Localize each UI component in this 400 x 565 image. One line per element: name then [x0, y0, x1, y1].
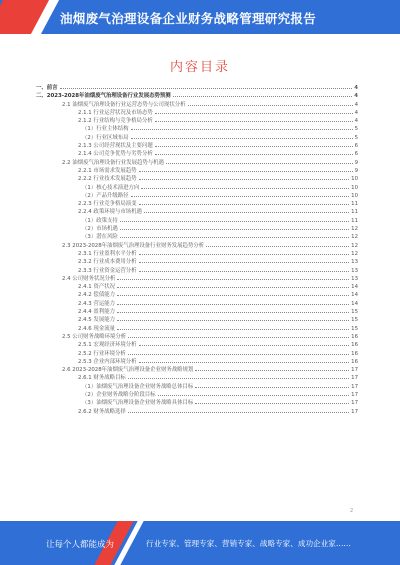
toc-entry-page: 12 [351, 226, 358, 233]
toc-leader-dots [155, 113, 353, 114]
toc-entry-page: 9 [354, 159, 358, 166]
toc-entry[interactable] [36, 333, 358, 341]
toc-leader-dots [120, 229, 349, 230]
toc-entry-title: 2.6.1 财务战略目标 [78, 375, 126, 382]
toc-entry[interactable] [36, 225, 358, 233]
toc-leader-dots [117, 295, 349, 296]
toc-entry[interactable] [36, 150, 358, 158]
toc-entry-title: 2.1.1 行业运营状况及市场态势 [78, 109, 153, 116]
toc-entry[interactable] [36, 350, 358, 358]
toc-entry[interactable] [36, 167, 358, 175]
toc-leader-dots [144, 212, 349, 213]
toc-entry-page: 16 [351, 342, 358, 349]
toc-leader-dots [155, 146, 353, 147]
toc-entry[interactable] [36, 291, 358, 299]
toc-entry-page: 17 [351, 367, 358, 374]
toc-entry-page: 12 [351, 234, 358, 241]
toc-entry[interactable] [36, 275, 358, 283]
toc-entry[interactable] [36, 374, 358, 382]
toc-leader-dots [141, 188, 349, 189]
toc-entry-title: 2.6.2 财务战略选择 [78, 408, 126, 415]
toc-entry-title: （1）行业主体结构 [82, 126, 129, 133]
toc-entry-page: 10 [351, 184, 358, 191]
toc-leader-dots [128, 337, 349, 338]
toc-leader-dots [117, 329, 349, 330]
toc-entry[interactable] [36, 142, 358, 150]
toc-entry-page: 14 [351, 284, 358, 291]
toc-entry-page: 10 [351, 192, 358, 199]
toc-entry[interactable] [36, 159, 358, 167]
toc-entry-title: 2.3 2023-2028年油烟废气治理设备行业财务发展趋势分析 [62, 242, 205, 249]
toc-entry-page: 11 [351, 209, 358, 216]
toc-entry-title: （2）产品升级路径 [82, 192, 129, 199]
toc-entry-title: 2.5.1 宏观经济环境分析 [78, 342, 137, 349]
toc-entry-page: 4 [354, 101, 358, 108]
toc-leader-dots [120, 221, 349, 222]
toc-entry-title: 2.1.4 公司竞争优势与劣势分析 [78, 151, 153, 158]
toc-leader-dots [188, 105, 353, 106]
toc-entry-title: 2.4.3 营运能力 [78, 300, 115, 307]
toc-leader-dots [139, 204, 350, 205]
toc-entry-page: 11 [351, 217, 358, 224]
toc-leader-dots [139, 254, 350, 255]
toc-leader-dots [195, 370, 349, 371]
toc-entry[interactable] [36, 242, 358, 250]
toc-entry-title: 2.2.3 行业竞争格局演变 [78, 201, 137, 208]
toc-entry-title: 2.5.2 行业环境分析 [78, 350, 126, 357]
header-banner [0, 0, 400, 34]
toc-entry-title: 一、前言 [36, 85, 58, 91]
toc-entry-title: 2.4.1 资产状况 [78, 284, 115, 291]
toc-leader-dots [139, 262, 350, 263]
toc-entry[interactable] [36, 125, 358, 133]
toc-entry-page: 17 [351, 383, 358, 390]
toc-entry-page: 6 [354, 143, 358, 150]
toc-entry-page: 11 [351, 201, 358, 208]
toc-entry-page: 4 [354, 109, 358, 116]
toc-leader-dots [195, 387, 349, 388]
toc-entry-page: 12 [351, 242, 358, 249]
toc-leader-dots [117, 312, 349, 313]
toc-entry-page: 5 [354, 134, 358, 141]
toc-entry[interactable] [36, 250, 358, 258]
toc-entry-title: （2）行业区域布局 [82, 134, 129, 141]
toc-entry-page: 16 [351, 358, 358, 365]
toc-leader-dots [139, 179, 350, 180]
toc-heading: 内容目录 [169, 60, 230, 75]
toc-leader-dots [158, 395, 350, 396]
toc-entry-title: 2.1.2 行业结构与竞争格局分析 [78, 118, 153, 125]
page-number: 2 [350, 508, 354, 514]
toc-leader-dots [155, 121, 353, 122]
toc-entry-page: 17 [351, 400, 358, 407]
toc-leader-dots [60, 88, 353, 89]
toc-entry[interactable] [36, 366, 358, 374]
toc-entry[interactable] [36, 84, 358, 92]
toc-entry[interactable] [36, 341, 358, 349]
toc-entry-page: 9 [354, 167, 358, 174]
toc-entry[interactable] [36, 192, 358, 200]
toc-entry-title: （1）油烟废气治理设备企业财务战略总体目标 [82, 383, 194, 390]
toc-entry-page: 15 [351, 309, 358, 316]
toc-entry-page: 16 [351, 350, 358, 357]
toc-entry[interactable] [36, 308, 358, 316]
toc-entry-title: 2.4.6 现金流量 [78, 325, 115, 332]
toc-entry-page: 17 [351, 375, 358, 382]
toc-leader-dots [117, 320, 349, 321]
toc-entry-page: 13 [351, 275, 358, 282]
footer-slogan-left: 让每个人都能成为 [46, 540, 115, 550]
toc-entry-title: （3）潜在风险 [82, 234, 118, 241]
toc-entry-title: 2.2.4 政策环境与市场机遇 [78, 209, 142, 216]
toc-entry-page: 13 [351, 267, 358, 274]
toc-entry[interactable] [36, 200, 358, 208]
toc-entry[interactable] [36, 283, 358, 291]
toc-entry-title: 2.3.1 行业盈利水平分析 [78, 250, 137, 257]
toc-entry-page: 13 [351, 259, 358, 266]
toc-leader-dots [131, 129, 353, 130]
toc-entry[interactable] [36, 399, 358, 407]
toc-entry[interactable] [36, 208, 358, 216]
toc-entry-title: 2.1 油烟废气治理设备行业运营态势与公司现状分析 [62, 101, 186, 108]
toc-entry-title: （3）油烟废气治理设备企业财务战略具体目标 [82, 400, 194, 407]
toc-leader-dots [155, 154, 353, 155]
toc-entry-page: 5 [354, 126, 358, 133]
toc-entry[interactable] [36, 258, 358, 266]
toc-entry-page: 17 [351, 391, 358, 398]
document-title: 油烟废气治理设备企业财务战略管理研究报告 [60, 11, 317, 26]
toc-entry[interactable] [36, 217, 358, 225]
toc-entry-title: 二、2023-2028年油烟废气治理设备行业发展态势预测 [36, 93, 171, 100]
toc-leader-dots [131, 138, 353, 139]
toc-entry-page: 16 [351, 333, 358, 340]
toc-entry-page: 15 [351, 325, 358, 332]
toc-entry-title: 2.5.3 企业内部环境分析 [78, 358, 137, 365]
toc-entry[interactable] [36, 383, 358, 391]
table-of-contents [36, 84, 358, 416]
toc-leader-dots [128, 378, 349, 379]
toc-leader-dots [206, 246, 349, 247]
toc-entry-title: 2.4.2 偿债能力 [78, 292, 115, 299]
toc-entry-title: 2.4 公司财务状况分析 [62, 275, 116, 282]
toc-entry-page: 14 [351, 292, 358, 299]
toc-entry[interactable] [36, 117, 358, 125]
toc-leader-dots [117, 279, 349, 280]
toc-leader-dots [173, 96, 353, 97]
toc-leader-dots [139, 271, 350, 272]
toc-entry-title: （1）核心技术演进方向 [82, 184, 140, 191]
toc-entry-page: 4 [354, 93, 358, 100]
toc-entry-page: 17 [351, 408, 358, 415]
toc-entry[interactable] [36, 358, 358, 366]
toc-entry-page: 4 [354, 118, 358, 125]
toc-entry-page: 12 [351, 250, 358, 257]
toc-leader-dots [128, 354, 349, 355]
toc-entry[interactable] [36, 391, 358, 399]
toc-entry-title: （1）政策支持 [82, 217, 118, 224]
toc-entry[interactable] [36, 134, 358, 142]
toc-entry-title: 2.4.4 盈利能力 [78, 309, 115, 316]
toc-entry-title: 2.3.2 行业成本费用分析 [78, 259, 137, 266]
toc-leader-dots [139, 345, 350, 346]
toc-leader-dots [117, 287, 349, 288]
toc-entry-title: 2.2.1 市场需求发展趋势 [78, 167, 137, 174]
toc-entry-page: 4 [354, 85, 358, 91]
toc-entry[interactable] [36, 233, 358, 241]
toc-leader-dots [131, 196, 350, 197]
footer-banner [0, 521, 400, 565]
toc-entry-title: （2）市场机遇 [82, 226, 118, 233]
toc-entry[interactable] [36, 101, 358, 109]
toc-entry[interactable] [36, 267, 358, 275]
toc-leader-dots [120, 237, 349, 238]
toc-entry-title: 2.1.3 公司经营现状及主要问题 [78, 143, 153, 150]
toc-leader-dots [117, 304, 349, 305]
toc-entry-title: 2.2.2 行业技术发展趋势 [78, 176, 137, 183]
toc-entry-page: 6 [354, 151, 358, 158]
toc-entry[interactable] [36, 184, 358, 192]
toc-entry[interactable] [36, 316, 358, 324]
toc-entry[interactable] [36, 325, 358, 333]
toc-entry-title: 2.3.3 行业资金运营分析 [78, 267, 137, 274]
toc-entry-title: 2.5 公司财务战略环境分析 [62, 333, 127, 340]
toc-entry-page: 15 [351, 317, 358, 324]
toc-entry[interactable] [36, 175, 358, 183]
toc-leader-dots [166, 163, 353, 164]
toc-leader-dots [139, 362, 350, 363]
toc-entry-title: 2.2 油烟废气治理设备行业发展趋势与机遇 [62, 159, 164, 166]
toc-entry-title: 2.6 2023-2028年油烟废气治理设备企业财务战略规划 [62, 367, 194, 374]
toc-entry[interactable] [36, 300, 358, 308]
toc-entry[interactable] [36, 408, 358, 416]
toc-entry-page: 10 [351, 176, 358, 183]
toc-entry-title: 2.4.5 发展能力 [78, 317, 115, 324]
toc-leader-dots [128, 412, 349, 413]
toc-entry[interactable] [36, 92, 358, 100]
toc-entry-page: 14 [351, 300, 358, 307]
footer-slogan-right: 行业专家、管理专家、营销专家、战略专家、成功企业家…… [146, 539, 352, 548]
toc-leader-dots [139, 171, 353, 172]
toc-entry[interactable] [36, 109, 358, 117]
toc-entry-title: （2）企业财务战略分阶段目标 [82, 391, 156, 398]
toc-leader-dots [195, 403, 349, 404]
